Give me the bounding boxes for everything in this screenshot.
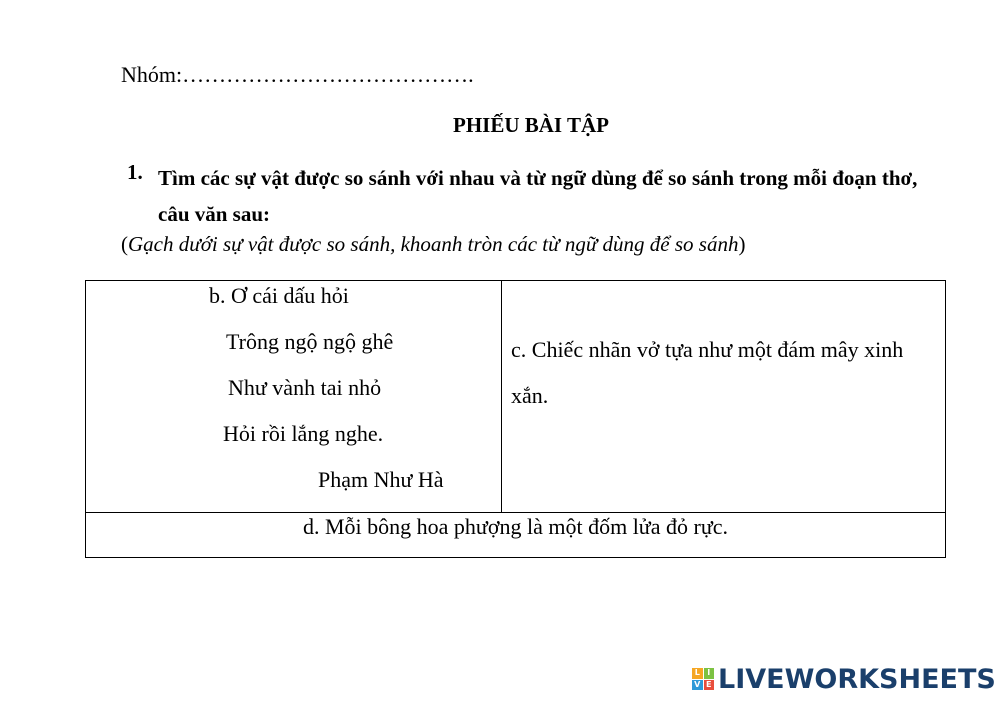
liveworksheets-logo: [692, 664, 996, 694]
instruction-close-paren: ): [738, 232, 746, 256]
worksheet-title: PHIẾU BÀI TẬP: [453, 113, 609, 137]
poem-b-line-4: Hỏi rồi lắng nghe.: [223, 421, 384, 446]
instruction-italic-text: Gạch dưới sự vật được so sánh, khoanh tròn các từ ngữ dùng để so sánh: [128, 232, 739, 256]
question-number: 1.: [127, 160, 143, 184]
instruction-open-paren: (: [121, 232, 128, 256]
poem-b-line-2: Trông ngộ ngộ ghê: [226, 329, 394, 354]
table-column-divider: [501, 281, 502, 512]
liveworksheets-logo-text: LIVEWORKSHEETS: [718, 663, 996, 695]
poem-b-line-1: b. Ơ cái dấu hỏi: [209, 283, 349, 308]
question-text: Tìm các sự vật được so sánh với nhau và từ ngữ dùng để so sánh trong mỗi đoạn thơ, câu văn sau:: [158, 166, 918, 226]
sentence-d: d. Mỗi bông hoa phượng là một đốm lửa đỏ rực.: [302, 514, 729, 539]
question-instruction: [121, 232, 745, 257]
liveworksheets-logo-icon: [692, 668, 714, 690]
sentence-c: c. Chiếc nhãn vở tựa như một đám mây xinh xắn.: [511, 337, 904, 408]
logo-icon-l: L: [692, 668, 703, 679]
exercise-table: [85, 280, 946, 558]
logo-icon-v: V: [692, 680, 703, 691]
group-name-line: Nhóm:………………………………….: [121, 62, 474, 87]
logo-icon-i: I: [704, 668, 715, 679]
poem-b-line-3: Như vành tai nhỏ: [228, 375, 382, 400]
logo-icon-e: E: [704, 680, 715, 691]
table-row-divider: [86, 512, 945, 513]
poem-b-author: Phạm Như Hà: [318, 467, 444, 492]
